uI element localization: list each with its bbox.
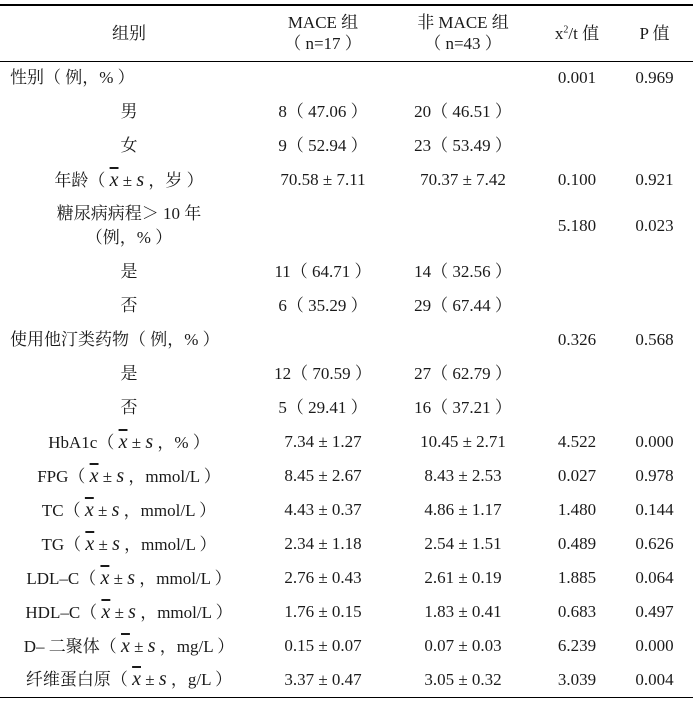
header-stat-x: x	[554, 23, 564, 43]
cell-p	[616, 255, 693, 289]
comparison-table	[0, 4, 693, 698]
row-label-prefix: HDL–C（	[25, 602, 102, 622]
plus-minus: ±	[98, 466, 117, 486]
plus-minus: ±	[127, 432, 146, 452]
plus-minus: ±	[118, 170, 137, 190]
mean-symbol: $\overline{x}$	[109, 168, 119, 191]
cell-p: 0.000	[635, 432, 674, 451]
mean-symbol: $\overline{x}$	[100, 566, 110, 589]
cell-nonmace: 8.43 ± 2.53	[424, 466, 502, 485]
row-label-suffix: ，mmol/L ）	[135, 602, 233, 622]
cell-nonmace: 2.61 ± 0.19	[424, 568, 502, 587]
row-label-line1: 糖尿病病程＞ 10 年	[56, 204, 202, 223]
header-nonmace	[388, 5, 538, 61]
table-row	[0, 357, 693, 391]
table-header	[0, 5, 693, 61]
table-row	[0, 527, 693, 561]
row-label-suffix: ，mg/L ）	[155, 636, 235, 656]
row-label	[0, 255, 258, 289]
cell-stat	[538, 255, 616, 289]
cell-nonmace: 16（ 37.21 ）	[414, 398, 512, 417]
cell-mace: 0.15 ± 0.07	[284, 636, 362, 655]
row-label-suffix: ，岁 ）	[144, 170, 204, 190]
row-label	[0, 163, 258, 197]
header-stat-text: /t 值	[568, 23, 600, 43]
cell-nonmace: 23（ 53.49 ）	[414, 136, 512, 155]
cell-stat: 0.326	[557, 330, 597, 349]
table-row	[0, 255, 693, 289]
header-nonmace-n: （ n=43 ）	[424, 34, 502, 54]
row-label	[0, 197, 258, 255]
table-body	[0, 61, 693, 697]
cell-mace: 70.58 ± 7.11	[280, 170, 366, 189]
table-row	[0, 459, 693, 493]
table-row	[0, 163, 693, 197]
row-label-wrap	[0, 202, 258, 250]
cell-stat	[538, 95, 616, 129]
table-row	[0, 323, 693, 357]
cell-mace: 3.37 ± 0.47	[258, 663, 388, 697]
cell-p: 0.969	[635, 68, 674, 88]
table-row	[0, 425, 693, 459]
row-label	[0, 425, 258, 459]
sd-symbol: s	[128, 600, 136, 623]
row-label-text: 女	[120, 136, 138, 155]
mean-symbol: $\overline{x}$	[118, 430, 128, 453]
sd-symbol: s	[111, 498, 120, 521]
cell-mace: 1.76 ± 0.15	[284, 602, 362, 621]
cell-stat	[538, 391, 616, 425]
mean-symbol: $\overline{x}$	[89, 464, 99, 487]
cell-p	[616, 129, 693, 163]
header-p	[616, 5, 693, 61]
row-label	[0, 61, 258, 95]
header-mace-title: MACE 组	[287, 13, 359, 33]
cell-p	[616, 357, 693, 391]
row-label-text: 使用他汀类药物（ 例，% ）	[10, 330, 220, 349]
cell-nonmace: 29（ 67.44 ）	[414, 296, 512, 315]
cell-p: 0.064	[635, 568, 674, 587]
row-label-line2: （例，% ）	[85, 228, 173, 247]
mean-symbol: $\overline{x}$	[84, 498, 94, 521]
cell-mace: 7.34 ± 1.27	[284, 432, 362, 451]
row-label-prefix: HbA1c（	[48, 432, 119, 452]
row-label	[0, 289, 258, 323]
table-row	[0, 61, 693, 95]
cell-mace: 2.76 ± 0.43	[284, 568, 362, 587]
row-label	[0, 527, 258, 561]
row-label-suffix: ，% ）	[153, 432, 210, 452]
row-label-suffix: ，mmol/L ）	[124, 466, 221, 486]
mean-symbol: $\overline{x}$	[85, 532, 95, 555]
cell-nonmace: 1.83 ± 0.41	[424, 602, 502, 621]
cell-mace: 12（ 70.59 ）	[274, 364, 372, 383]
cell-p: 0.023	[635, 216, 674, 235]
sd-symbol: s	[158, 668, 167, 691]
table-row	[0, 663, 693, 697]
cell-stat: 3.039	[538, 663, 616, 697]
header-stat-sup: 2	[563, 24, 569, 36]
row-label-text: 男	[120, 102, 138, 121]
cell-nonmace: 0.07 ± 0.03	[424, 636, 502, 655]
row-label	[0, 95, 258, 129]
cell-mace	[258, 197, 388, 255]
table-row	[0, 629, 693, 663]
cell-p	[616, 289, 693, 323]
cell-stat: 0.100	[557, 170, 597, 189]
mean-symbol: $\overline{x}$	[101, 600, 111, 623]
plus-minus: ±	[93, 500, 112, 520]
cell-stat	[538, 129, 616, 163]
cell-stat: 0.027	[557, 466, 597, 485]
cell-stat	[538, 357, 616, 391]
cell-stat: 1.480	[557, 500, 597, 519]
cell-nonmace: 14（ 32.56 ）	[414, 262, 512, 281]
cell-p: 0.978	[635, 466, 674, 485]
cell-mace: 5（ 29.41 ）	[278, 398, 368, 417]
cell-mace: 11（ 64.71 ）	[274, 262, 372, 281]
row-label	[0, 595, 258, 629]
row-label-suffix: ，mmol/L ）	[119, 534, 217, 554]
table-row	[0, 95, 693, 129]
row-label	[0, 391, 258, 425]
cell-nonmace: 3.05 ± 0.32	[388, 663, 538, 697]
cell-nonmace: 10.45 ± 2.71	[420, 432, 506, 451]
cell-stat: 1.885	[557, 568, 597, 587]
cell-mace	[258, 323, 388, 357]
cell-p: 0.497	[635, 602, 674, 621]
cell-mace: 9（ 52.94 ）	[278, 136, 368, 155]
cell-p: 0.000	[635, 636, 674, 655]
header-p-text: P 值	[639, 23, 670, 43]
row-label	[0, 493, 258, 527]
table-row	[0, 197, 693, 255]
cell-stat: 6.239	[557, 636, 597, 655]
header-nonmace-title: 非 MACE 组	[417, 13, 509, 33]
plus-minus: ±	[94, 534, 113, 554]
cell-stat: 0.683	[557, 602, 597, 621]
cell-mace	[258, 61, 388, 95]
header-mace-n: （ n=17 ）	[284, 34, 362, 54]
plus-minus: ±	[109, 568, 128, 588]
plus-minus: ±	[141, 670, 159, 690]
row-label-prefix: LDL–C（	[26, 568, 101, 588]
cell-nonmace: 4.86 ± 1.17	[424, 500, 502, 519]
cell-p: 0.004	[616, 663, 693, 697]
row-label	[0, 629, 258, 663]
row-label	[0, 663, 258, 697]
cell-stat: 0.001	[557, 68, 597, 88]
cell-stat: 0.489	[557, 534, 597, 553]
sd-symbol: s	[136, 168, 145, 191]
row-label	[0, 323, 258, 357]
cell-mace: 6（ 35.29 ）	[278, 296, 368, 315]
row-label-text: 性别（ 例，% ）	[10, 68, 135, 88]
mean-symbol: $\overline{x}$	[132, 668, 141, 691]
row-label-text: 否	[120, 398, 138, 417]
header-group-text: 组别	[112, 23, 146, 43]
cell-nonmace: 70.37 ± 7.42	[420, 170, 506, 189]
row-label	[0, 459, 258, 493]
row-label-suffix: ，mmol/L ）	[119, 500, 217, 520]
sd-symbol: s	[127, 566, 135, 589]
cell-p	[616, 391, 693, 425]
row-label-text: 是	[120, 262, 138, 281]
row-label-prefix: TG（	[41, 534, 86, 554]
sd-symbol: s	[147, 634, 156, 657]
plus-minus: ±	[110, 602, 129, 622]
table-row	[0, 561, 693, 595]
row-label-prefix: 纤维蛋白原（	[25, 670, 133, 690]
cell-stat: 5.180	[557, 216, 597, 235]
header-mace	[258, 5, 388, 61]
cell-nonmace: 27（ 62.79 ）	[414, 364, 512, 383]
table-row	[0, 289, 693, 323]
row-label-prefix: TC（	[41, 500, 85, 520]
sd-symbol: s	[112, 532, 120, 555]
plus-minus: ±	[129, 636, 148, 656]
row-label-text: 是	[120, 364, 138, 383]
row-label-prefix: 年龄（	[54, 170, 110, 190]
cell-nonmace	[388, 61, 538, 95]
header-group	[0, 5, 258, 61]
cell-mace: 4.43 ± 0.37	[284, 500, 362, 519]
cell-p: 0.626	[635, 534, 674, 553]
row-label	[0, 357, 258, 391]
row-label-suffix: ，g/L ）	[166, 670, 233, 690]
cell-p: 0.144	[635, 500, 674, 519]
cell-mace: 8.45 ± 2.67	[284, 466, 362, 485]
cell-p	[616, 95, 693, 129]
mean-symbol: $\overline{x}$	[121, 634, 130, 657]
cell-nonmace	[388, 323, 538, 357]
sd-symbol: s	[116, 464, 125, 487]
row-label-suffix: ，mmol/L ）	[135, 568, 232, 588]
sd-symbol: s	[145, 430, 154, 453]
cell-mace: 8（ 47.06 ）	[278, 102, 368, 121]
header-stat	[538, 5, 616, 61]
cell-nonmace	[388, 197, 538, 255]
cell-stat: 4.522	[557, 432, 597, 451]
cell-nonmace: 2.54 ± 1.51	[424, 534, 502, 553]
cell-mace: 2.34 ± 1.18	[284, 534, 362, 553]
table-row	[0, 129, 693, 163]
cell-p: 0.921	[635, 170, 674, 189]
cell-stat	[538, 289, 616, 323]
cell-nonmace: 20（ 46.51 ）	[414, 102, 512, 121]
table-row	[0, 391, 693, 425]
table-row	[0, 493, 693, 527]
table-row	[0, 595, 693, 629]
row-label	[0, 561, 258, 595]
row-label	[0, 129, 258, 163]
row-label-prefix: FPG（	[37, 466, 90, 486]
row-label-text: 否	[120, 296, 138, 315]
cell-p: 0.568	[635, 330, 674, 349]
row-label-prefix: D– 二聚体（	[23, 636, 122, 656]
